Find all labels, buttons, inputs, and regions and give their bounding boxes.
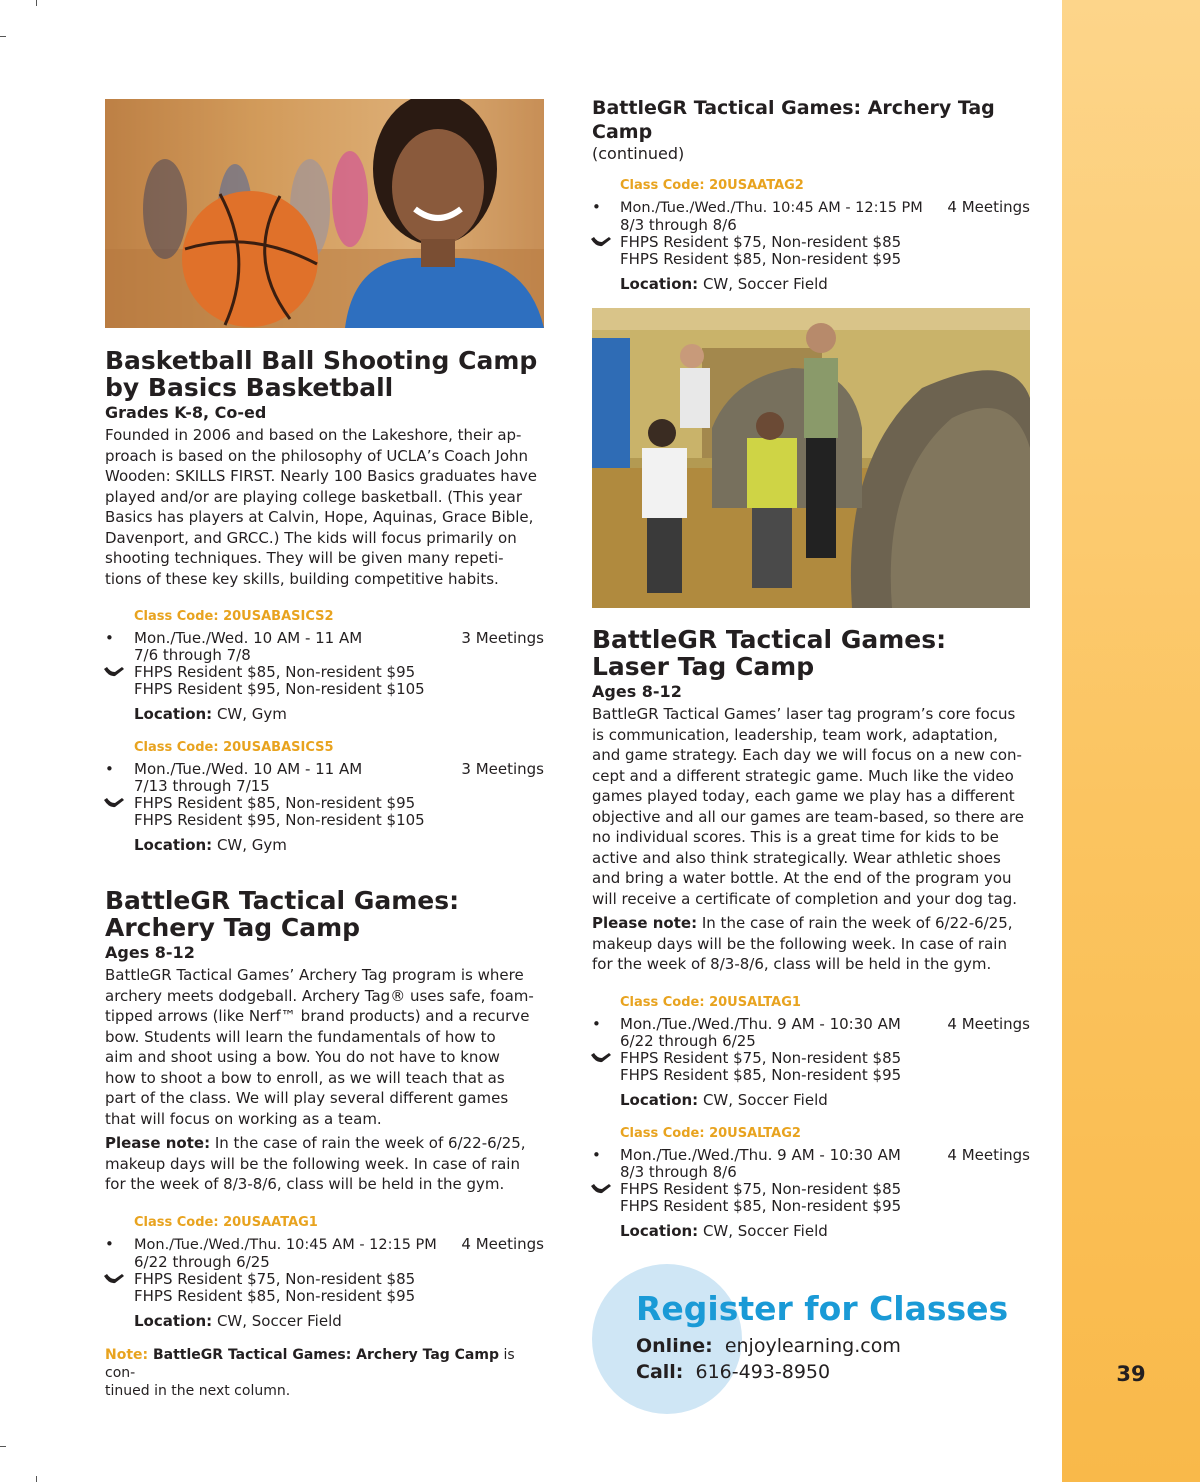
section-description	[592, 704, 1030, 909]
note-line: for the week of 8/3-8/6, class will be held in the gym.	[105, 1175, 505, 1193]
hand-pointing-icon	[103, 1272, 125, 1288]
section-title: Archery Tag Camp	[105, 913, 361, 942]
description-line: shooting techniques. They will be given many repeti-	[105, 549, 504, 567]
online-label: Online:	[636, 1335, 713, 1357]
class-location	[592, 275, 1030, 293]
location-label: Location:	[620, 1221, 699, 1240]
archery-continued-section	[592, 96, 1030, 293]
location-value: CW, Soccer Field	[698, 275, 828, 293]
description-line: objective and all our games are team-based, so there are	[592, 807, 1024, 826]
class-dates: 6/22 through 6/25	[134, 1252, 270, 1271]
description-line: tipped arrows (like Nerf™ brand products) and a recurve	[105, 1007, 530, 1025]
price-resident: FHPS Resident $75, Non-resident $85	[620, 1048, 902, 1067]
class-code: Class Code: 20USABASICS2	[134, 609, 334, 624]
description-line: aim and shoot using a bow. You do not have to know	[105, 1048, 500, 1066]
note-label: Note:	[105, 1346, 149, 1363]
crop-mark	[0, 36, 6, 37]
price-resident: FHPS Resident $85, Non-resident $95	[134, 794, 416, 812]
online-link[interactable]: enjoylearning.com	[724, 1335, 901, 1357]
description-line: proach is based on the philosophy of UCLA’s Coach John	[105, 446, 529, 465]
hand-pointing-icon	[103, 665, 125, 681]
class-session	[592, 178, 1030, 293]
section-title: by Basics Basketball	[105, 373, 394, 402]
price-nonresident: FHPS Resident $95, Non-resident $105	[134, 680, 425, 698]
meeting-count: 3 Meetings	[461, 760, 544, 778]
crop-mark	[0, 1446, 6, 1447]
location-label: Location:	[620, 1090, 699, 1109]
rain-note	[592, 913, 1030, 975]
location-label: Location:	[134, 1311, 213, 1330]
section-title: BattleGR Tactical Games:	[105, 886, 460, 915]
class-location	[105, 705, 544, 723]
section-subtitle: Ages 8-12	[592, 682, 682, 701]
register-block	[636, 1290, 1056, 1385]
price-nonresident: FHPS Resident $85, Non-resident $95	[620, 1065, 902, 1084]
price-nonresident: FHPS Resident $85, Non-resident $95	[134, 1286, 416, 1305]
location-value: CW, Gym	[212, 836, 287, 854]
hand-pointing-icon	[590, 1182, 612, 1198]
class-location	[592, 1222, 1030, 1240]
class-dates: 8/3 through 8/6	[620, 1162, 737, 1181]
continued-label: (continued)	[592, 144, 685, 163]
register-title: Register for Classes	[636, 1289, 1009, 1328]
price-resident: FHPS Resident $85, Non-resident $95	[134, 663, 416, 681]
rain-note	[105, 1133, 544, 1195]
class-schedule: Mon./Tue./Wed. 10 AM - 11 AM	[134, 629, 363, 647]
location-value: CW, Soccer Field	[212, 1311, 342, 1330]
location-label: Location:	[620, 275, 699, 293]
section-description	[105, 425, 544, 589]
bullet-icon: •	[105, 629, 114, 647]
meeting-count: 4 Meetings	[461, 1234, 544, 1253]
description-line: and bring a water bottle. At the end of the program you	[592, 869, 1012, 887]
basketball-section	[105, 347, 544, 854]
description-line: that will focus on working as a team.	[105, 1109, 382, 1128]
description-line: tions of these key skills, building competitive habits.	[105, 569, 499, 588]
price-resident: FHPS Resident $75, Non-resident $85	[134, 1269, 416, 1288]
note-label: Please note:	[592, 914, 698, 932]
note-text: tinued in the next column.	[105, 1382, 291, 1399]
page-number: 39	[1116, 1362, 1146, 1386]
meeting-count: 4 Meetings	[947, 198, 1030, 216]
bullet-icon: •	[592, 1145, 601, 1164]
class-code: Class Code: 20USAATAG2	[620, 178, 804, 193]
note-line: In the case of rain the week of 6/22-6/25,	[697, 914, 1013, 932]
basketball-photo	[105, 99, 544, 328]
class-schedule: Mon./Tue./Wed./Thu. 9 AM - 10:30 AM	[620, 1014, 901, 1033]
price-nonresident: FHPS Resident $85, Non-resident $95	[620, 1196, 902, 1215]
description-line: active and also think strategically. Wear athletic shoes	[592, 848, 1001, 867]
section-subtitle: Grades K-8, Co-ed	[105, 403, 267, 422]
note-line: for the week of 8/3-8/6, class will be held in the gym.	[592, 955, 992, 973]
laser-tag-section	[592, 626, 1030, 1240]
bullet-icon: •	[592, 1014, 601, 1033]
description-line: played and/or are playing college basketball. (This year	[105, 487, 523, 506]
class-location	[592, 1091, 1030, 1109]
class-dates: 8/3 through 8/6	[620, 216, 737, 234]
location-value: CW, Gym	[212, 705, 287, 723]
class-schedule: Mon./Tue./Wed./Thu. 10:45 AM - 12:15 PM	[134, 1236, 437, 1253]
description-line: will receive a certificate of completion and your dog tag.	[592, 889, 1018, 908]
note-line: makeup days will be the following week. In case of rain	[592, 934, 1007, 953]
class-code: Class Code: 20USABASICS5	[134, 740, 334, 755]
meeting-count: 4 Meetings	[947, 1145, 1030, 1164]
description-line: Davenport, and GRCC.) The kids will focus primarily on	[105, 528, 517, 547]
class-session	[592, 1126, 1030, 1240]
class-dates: 6/22 through 6/25	[620, 1031, 756, 1050]
section-subtitle: Ages 8-12	[105, 943, 195, 962]
laser-tag-photo	[592, 308, 1030, 608]
description-line: no individual scores. This is a great time for kids to be	[592, 828, 999, 846]
class-session	[105, 609, 544, 723]
description-line: part of the class. We will play several different games	[105, 1089, 509, 1107]
note-label: Please note:	[105, 1134, 211, 1152]
class-schedule: Mon./Tue./Wed./Thu. 9 AM - 10:30 AM	[620, 1145, 901, 1164]
meeting-count: 3 Meetings	[461, 629, 544, 647]
section-title: BattleGR Tactical Games:	[592, 625, 947, 654]
section-title: BattleGR Tactical Games: Archery Tag Camp	[592, 97, 995, 143]
price-nonresident: FHPS Resident $85, Non-resident $95	[620, 250, 902, 268]
class-code: Class Code: 20USALTAG1	[620, 994, 801, 1010]
location-label: Location:	[134, 705, 213, 723]
class-dates: 7/6 through 7/8	[134, 646, 251, 664]
archery-section	[105, 887, 544, 1400]
description-line: and game strategy. Each day we will focus on a new con-	[592, 746, 1022, 764]
class-location	[105, 836, 544, 854]
page-edge-sidebar	[1062, 0, 1200, 1482]
note-text: is con-	[105, 1346, 515, 1381]
bullet-icon: •	[105, 1234, 114, 1253]
class-schedule: Mon./Tue./Wed./Thu. 10:45 AM - 12:15 PM	[620, 200, 923, 216]
description-line: Founded in 2006 and based on the Lakeshore, their ap-	[105, 426, 522, 444]
location-value: CW, Soccer Field	[698, 1090, 828, 1109]
class-session	[105, 740, 544, 854]
location-value: CW, Soccer Field	[698, 1221, 828, 1240]
continued-note	[105, 1346, 544, 1400]
class-code: Class Code: 20USALTAG2	[620, 1125, 801, 1141]
section-title: Basketball Ball Shooting Camp	[105, 346, 538, 375]
description-line: cept and a different strategic game. Much like the video	[592, 766, 1014, 785]
description-line: is communication, leadership, team work, adaptation,	[592, 725, 998, 744]
location-label: Location:	[134, 836, 213, 854]
price-resident: FHPS Resident $75, Non-resident $85	[620, 233, 902, 251]
call-label: Call:	[636, 1361, 684, 1383]
note-line: In the case of rain the week of 6/22-6/25,	[210, 1134, 526, 1152]
note-bold-text: BattleGR Tactical Games: Archery Tag Camp	[148, 1346, 499, 1363]
meeting-count: 4 Meetings	[947, 1014, 1030, 1033]
section-description	[105, 965, 544, 1129]
register-online	[636, 1333, 1056, 1359]
bullet-icon: •	[105, 760, 114, 778]
crop-mark	[36, 1476, 37, 1482]
class-dates: 7/13 through 7/15	[134, 777, 270, 795]
description-line: archery meets dodgeball. Archery Tag® uses safe, foam-	[105, 986, 534, 1005]
note-line: makeup days will be the following week. In case of rain	[105, 1154, 520, 1173]
description-line: Basics has players at Calvin, Hope, Aquinas, Grace Bible,	[105, 508, 534, 526]
description-line: Wooden: SKILLS FIRST. Nearly 100 Basics graduates have	[105, 467, 537, 485]
description-line: BattleGR Tactical Games’ laser tag program’s core focus	[592, 705, 1016, 723]
class-session	[105, 1215, 544, 1330]
class-schedule: Mon./Tue./Wed. 10 AM - 11 AM	[134, 760, 363, 778]
hand-pointing-icon	[590, 235, 612, 251]
price-nonresident: FHPS Resident $95, Non-resident $105	[134, 811, 425, 829]
class-session	[592, 995, 1030, 1109]
class-location	[105, 1312, 544, 1330]
phone-number[interactable]: 616-493-8950	[695, 1361, 831, 1383]
description-line: BattleGR Tactical Games’ Archery Tag program is where	[105, 966, 524, 984]
class-code: Class Code: 20USAATAG1	[134, 1214, 318, 1230]
crop-mark	[36, 0, 37, 6]
hand-pointing-icon	[103, 796, 125, 812]
bullet-icon: •	[592, 198, 601, 216]
price-resident: FHPS Resident $75, Non-resident $85	[620, 1179, 902, 1198]
register-call	[636, 1359, 1056, 1385]
section-title: Laser Tag Camp	[592, 652, 815, 681]
hand-pointing-icon	[590, 1051, 612, 1067]
description-line: bow. Students will learn the fundamentals of how to	[105, 1027, 496, 1046]
description-line: how to shoot a bow to enroll, as we will teach that as	[105, 1068, 505, 1087]
description-line: games played today, each game we play has a different	[592, 787, 1015, 805]
